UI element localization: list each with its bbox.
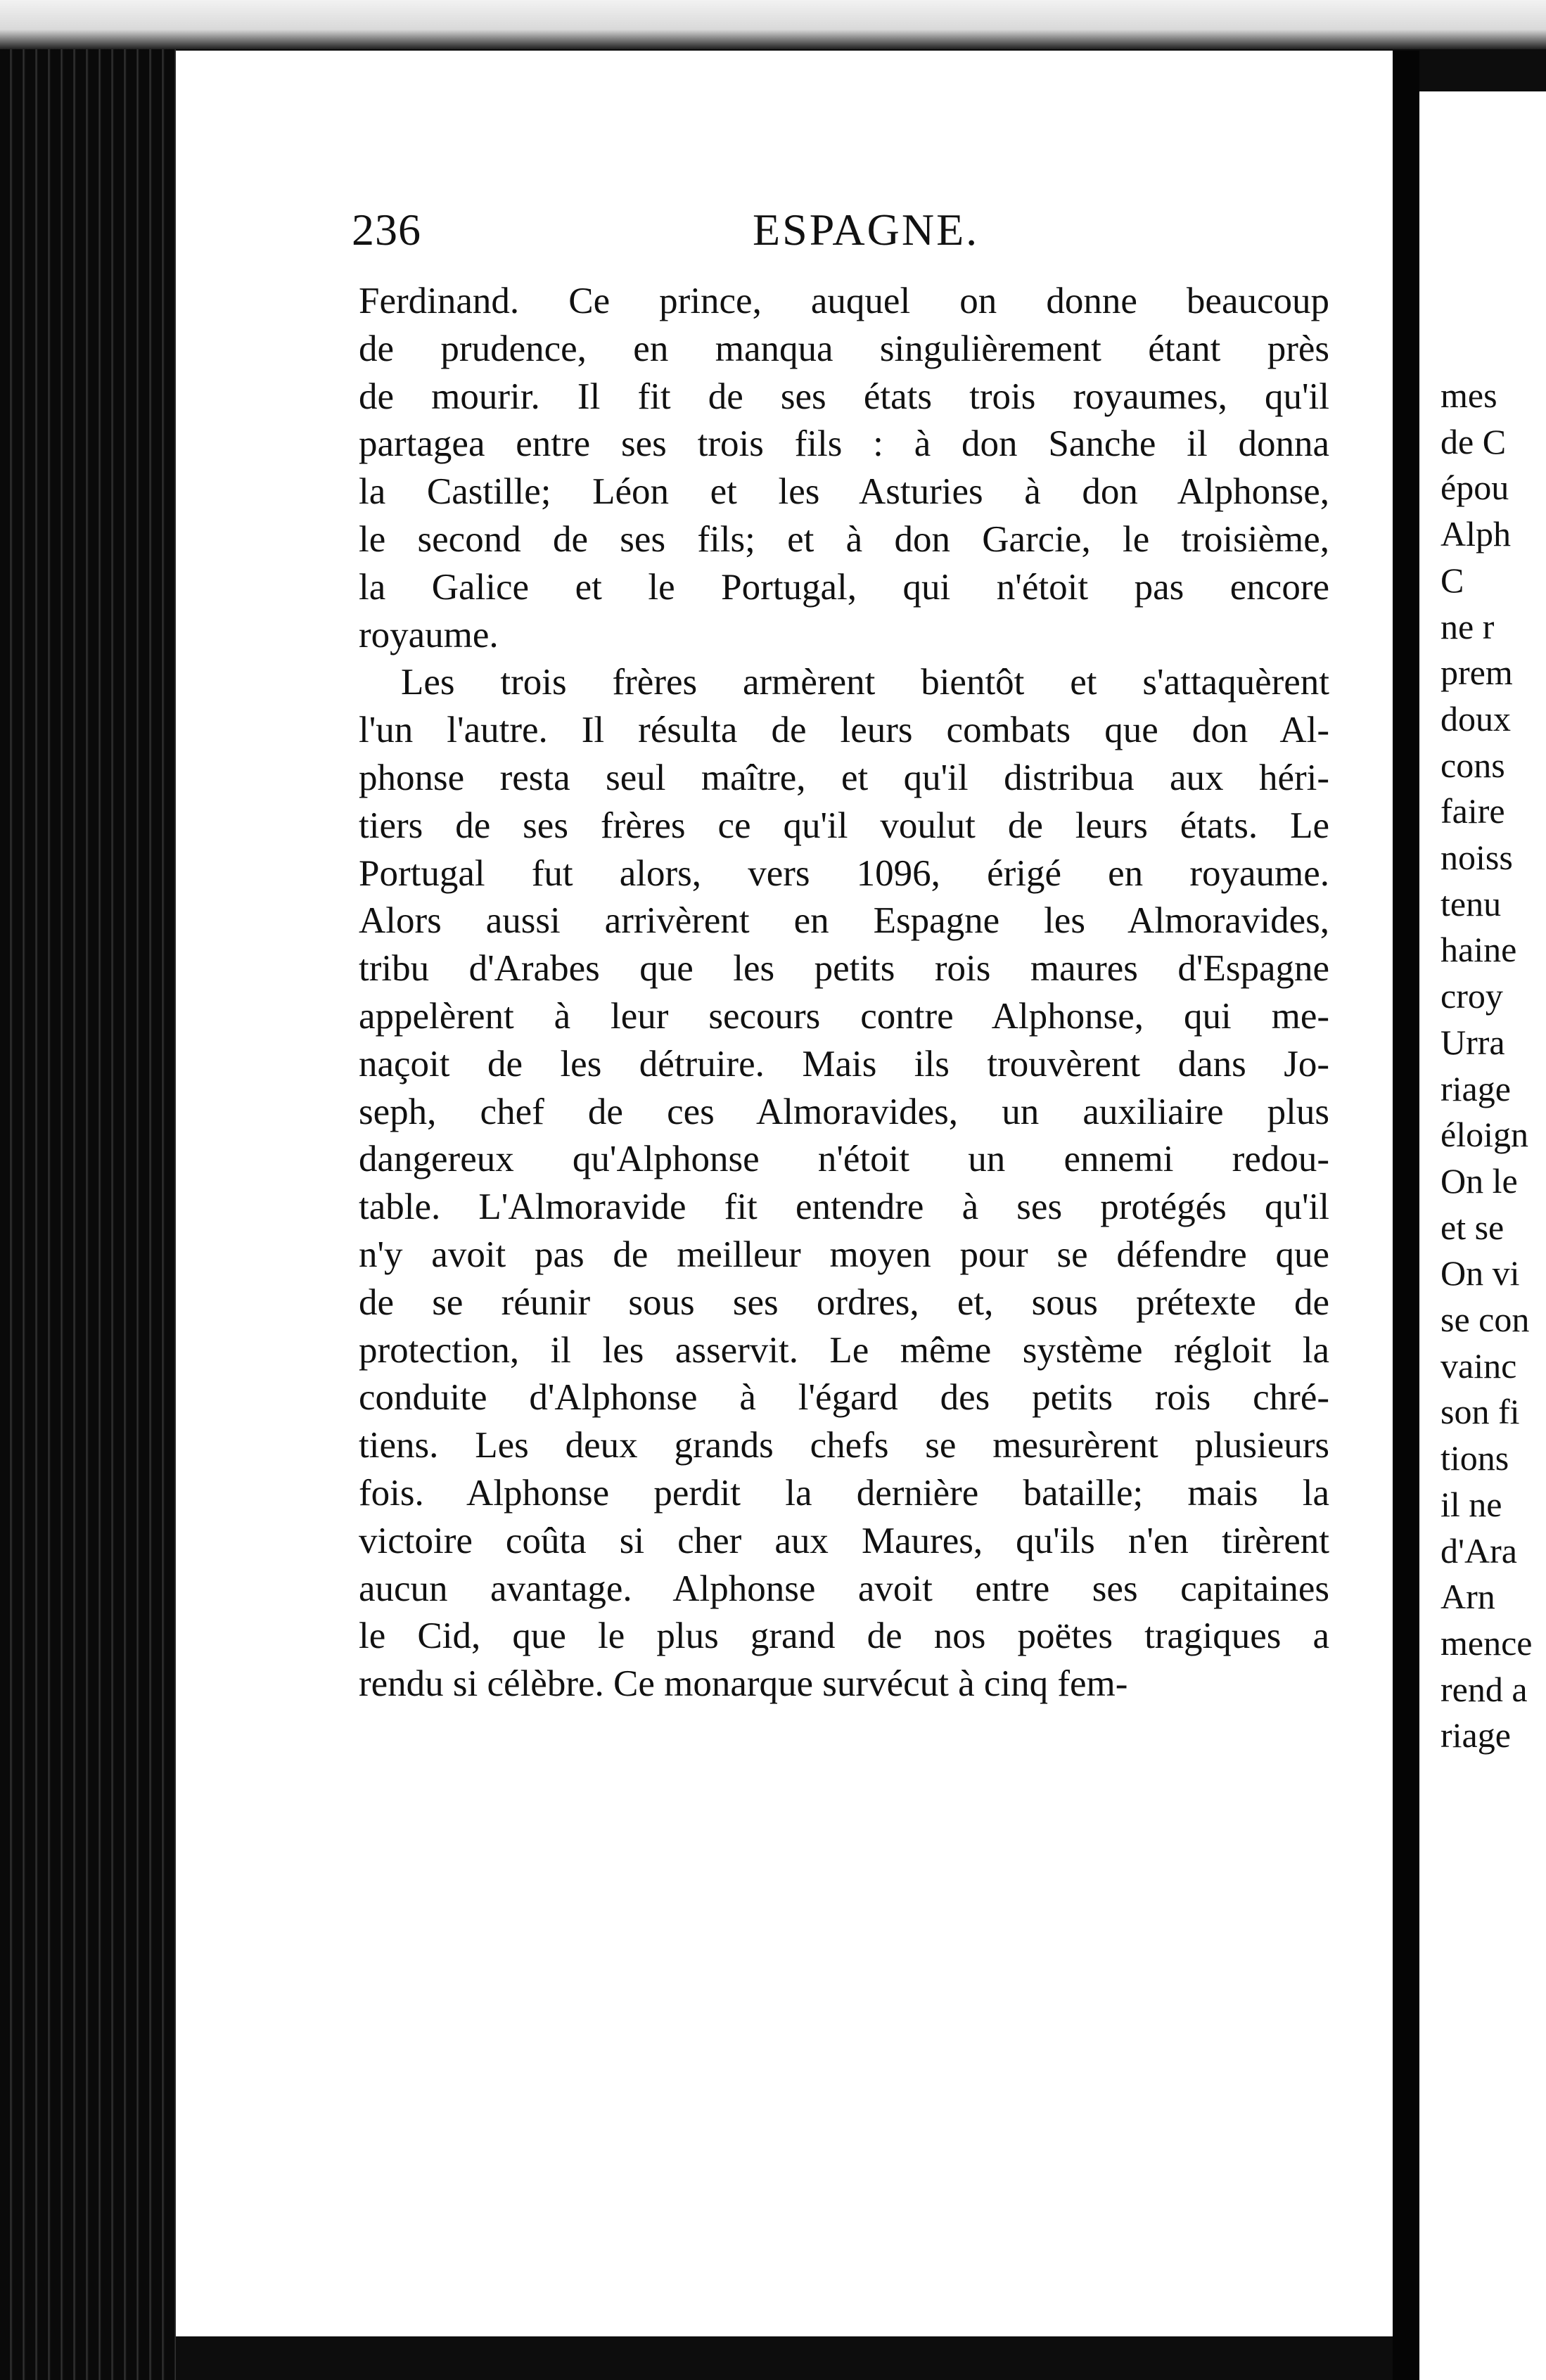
facing-page-fragment: On le [1440, 1160, 1518, 1201]
text-line: naçoit de les détruire. Mais ils trouvèrent dans Jo- [359, 1043, 1329, 1085]
text-line: la Galice et le Portugal, qui n'étoit pas encore [359, 566, 1329, 608]
text-line: de prudence, en manqua singulièrement étant près [359, 328, 1329, 369]
facing-page-fragment: il ne [1440, 1484, 1502, 1524]
facing-page-fragment: de C [1440, 421, 1507, 461]
text-line: partagea entre ses trois fils : à don Sanche il donna [359, 423, 1329, 465]
text-line: de se réunir sous ses ordres, et, sous prétexte de [359, 1281, 1329, 1323]
text-line: Ferdinand. Ce prince, auquel on donne beaucoup [359, 281, 1329, 321]
facing-page-fragment: Alph [1440, 514, 1511, 554]
facing-page-fragment: mes [1440, 376, 1497, 415]
text-line: tribu d'Arabes que les petits rois maures d'Espagne [359, 948, 1329, 990]
body-text [359, 278, 1329, 1708]
facing-page-fragment: et se [1440, 1207, 1505, 1247]
text-line: seph, chef de ces Almoravides, un auxiliaire plus [359, 1091, 1329, 1132]
text-line: royaume. [359, 614, 499, 655]
facing-page-fragment: Urra [1440, 1022, 1505, 1062]
facing-page-fragment: rend a [1440, 1669, 1528, 1709]
text-line: aucun avantage. Alphonse avoit entre ses capitaines [359, 1568, 1329, 1609]
scan-top-edge [0, 0, 1546, 49]
text-line: Les trois frères armèrent bientôt et s'attaquèrent [401, 662, 1329, 703]
facing-page-text [1440, 373, 1546, 1759]
facing-page-fragment: son fi [1440, 1392, 1520, 1432]
facing-page-fragment: On vi [1440, 1253, 1520, 1293]
facing-page-fragment: mence [1440, 1623, 1533, 1663]
text-line: victoire coûta si cher aux Maures, qu'ils n'en tirèrent [359, 1520, 1329, 1561]
facing-page-fragment: vainc [1440, 1345, 1517, 1386]
page-number: 236 [352, 205, 421, 255]
facing-page-fragment: cons [1440, 745, 1505, 785]
facing-page-fragment: riage [1440, 1068, 1511, 1108]
text-line: de mourir. Il fit de ses états trois royaumes, qu'il [359, 376, 1329, 417]
facing-page-fragment: noiss [1440, 838, 1513, 878]
text-line: tiers de ses frères ce qu'il voulut de leurs états. Le [359, 805, 1329, 846]
facing-page-fragment: C [1440, 560, 1464, 600]
text-line: Portugal fut alors, vers 1096, érigé en royaume. [359, 852, 1329, 894]
facing-page-fragment: d'Ara [1440, 1530, 1517, 1570]
facing-page-fragment: haine [1440, 930, 1517, 970]
facing-page-fragment: prem [1440, 653, 1513, 693]
book-gutter [0, 49, 176, 2380]
book-spine [1393, 51, 1419, 2380]
facing-page-fragment: épou [1440, 468, 1509, 508]
facing-page-fragment: doux [1440, 698, 1511, 738]
text-line: rendu si célèbre. Ce monarque survécut à cinq fem- [359, 1663, 1128, 1705]
facing-page-fragment: tions [1440, 1438, 1509, 1478]
text-line: n'y avoit pas de meilleur moyen pour se défendre que [359, 1234, 1329, 1275]
text-line: Alors aussi arrivèrent en Espagne les Almoravides, [359, 900, 1329, 942]
facing-page-edge [1419, 91, 1546, 2380]
text-line: l'un l'autre. Il résulta de leurs combats que don Al- [359, 710, 1329, 751]
facing-page-fragment: tenu [1440, 883, 1502, 923]
text-line: conduite d'Alphonse à l'égard des petits rois chré- [359, 1377, 1329, 1419]
facing-page-fragment: ne r [1440, 606, 1495, 646]
facing-page-fragment: Arn [1440, 1577, 1495, 1617]
text-line: le Cid, que le plus grand de nos poëtes tragiques a [359, 1616, 1329, 1657]
facing-page-fragment: riage [1440, 1715, 1511, 1755]
text-line: dangereux qu'Alphonse n'étoit un ennemi redou- [359, 1139, 1329, 1180]
text-line: table. L'Almoravide fit entendre à ses protégés qu'il [359, 1186, 1329, 1228]
facing-page-fragment: faire [1440, 791, 1505, 831]
running-header [352, 204, 1336, 267]
running-title: ESPAGNE. [753, 205, 980, 255]
facing-page-fragment: se con [1440, 1300, 1530, 1340]
text-line: appelèrent à leur secours contre Alphonse, qui me- [359, 995, 1329, 1037]
facing-page-fragment: croy [1440, 976, 1503, 1016]
text-line: tiens. Les deux grands chefs se mesurèrent plusieurs [359, 1425, 1329, 1466]
text-line: fois. Alphonse perdit la dernière bataille; mais la [359, 1472, 1329, 1514]
text-line: phonse resta seul maître, et qu'il distribua aux héri- [359, 757, 1329, 798]
text-line: protection, il les asservit. Le même système régloit la [359, 1329, 1329, 1371]
text-line: le second de ses fils; et à don Garcie, le troisième, [359, 518, 1329, 560]
facing-page-fragment: éloign [1440, 1115, 1528, 1155]
text-line: la Castille; Léon et les Asturies à don Alphonse, [359, 471, 1329, 513]
